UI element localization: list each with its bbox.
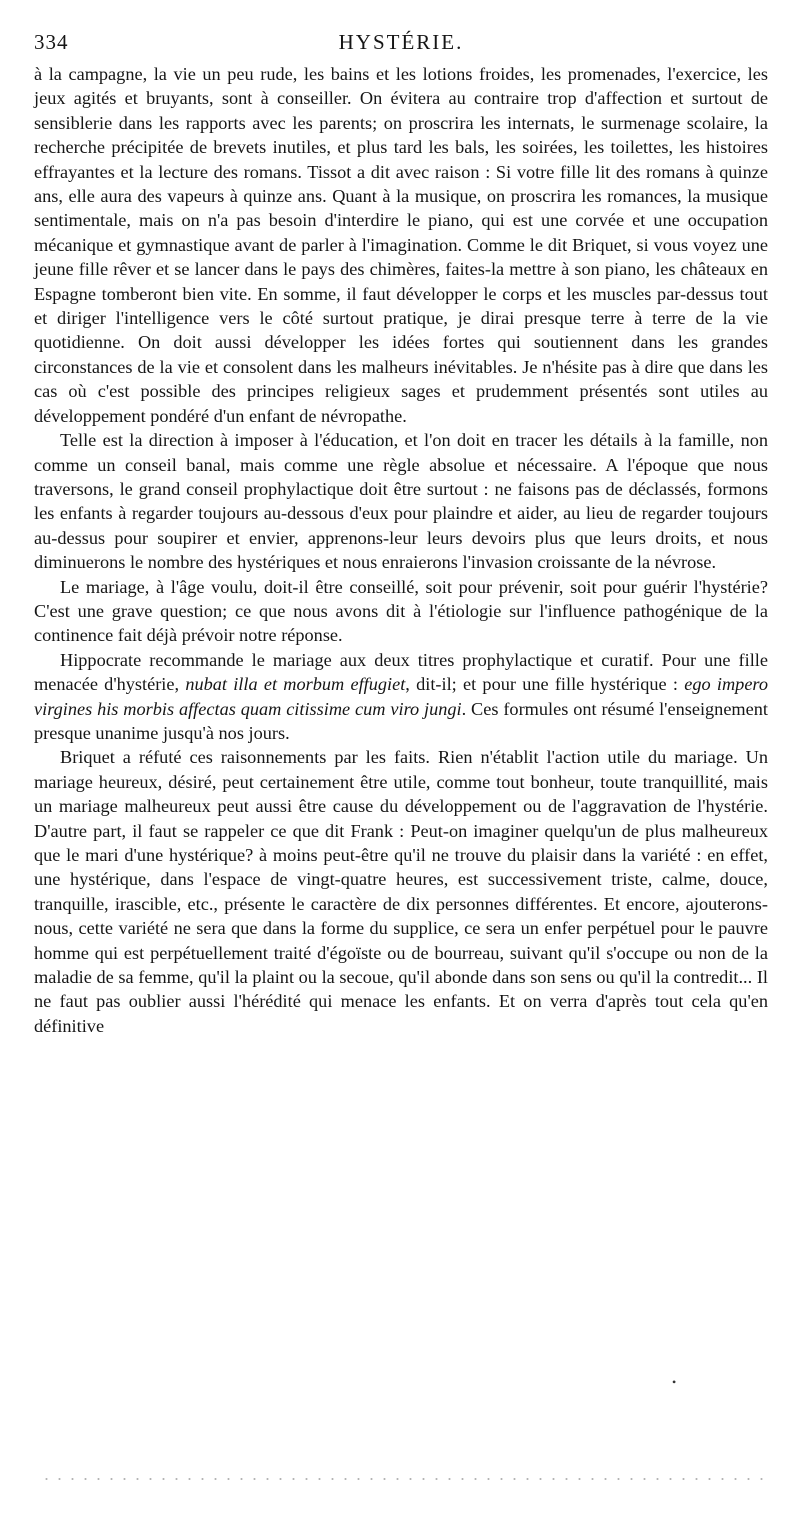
latin-quote-ego-impero: ego impero virgines his morbis affectas quam citissime cum viro jungi (34, 674, 769, 719)
stray-ink-mark: • (672, 1375, 677, 1389)
hippocrate-text-before: Hippocrate recommande le mariage aux deux titres prophylactique et curatif. Pour une fille menacée d'hystérie, (34, 649, 768, 695)
paragraph-hippocrate (34, 648, 768, 746)
page-number: 334 (34, 30, 69, 54)
paragraph-mariage-question: Le mariage, à l'âge voulu, doit-il être conseillé, soit pour prévenir, soit pour guérir l'hystérie? C'est une grave question; ce que nous avons dit à l'étiologie sur l'influence pathogénique de la continence fait déjà prévoir notre réponse. (34, 576, 768, 646)
paragraph-briquet: Briquet a réfuté ces raisonnements par les faits. Rien n'établit l'action utile du mariage. Un mariage heureux, désiré, peut certainement être utile, comme tout bonheur, toute tranquillité, mais un mariage malheureux peut aussi être cause du développement ou de l'aggravation de l'hystérie. D'autre part, il faut se rappeler ce que dit Frank : Peut-on imaginer quelqu'un de plus malheureux que le mari d'une hystérique? à moins peut-être qu'il ne trouve du plaisir dans la variété : en effet, une hystérique, dans l'espace de vingt-quatre heures, est successivement triste, calme, douce, tranquille, irascible, etc., présente le caractère de dix personnes différentes. Et encore, ajouterons-nous, cette variété ne sera que dans la forme du supplice, ce sera un enfer perpétuel pour le pauvre homme qui est perpétuellement traité d'égoïste ou de bourreau, suivant qu'il s'occupe ou non de la maladie de sa femme, qu'il la plaint ou la secoue, qu'il abonde dans son sens ou qu'il la contredit... Il ne faut pas oublier aussi l'hérédité qui menace les enfants. Et on verra d'après tout cela qu'en définitive (34, 747, 768, 1036)
paragraph-education: Telle est la direction à imposer à l'éducation, et l'on doit en tracer les détails à la famille, non comme un conseil banal, mais comme une règle absolue et nécessaire. A l'époque que nous traversons, le grand conseil prophylactique doit être surtout : ne faisons pas de déclassés, formons les enfants à regarder toujours au-dessous d'eux pour plaindre et aider, au lieu de regarder toujours au-dessus pour soupirer et envier, apprenons-leur leurs devoirs plus que leurs droits, et nous diminuerons le nombre des hystériques et nous enraierons l'invasion croissante de la névrose. (34, 430, 768, 573)
latin-quote-nubat: nubat illa et morbum effugiet (185, 674, 406, 695)
body-text (34, 62, 768, 1038)
scan-noise-dots (40, 1477, 765, 1481)
book-page (34, 26, 768, 1038)
running-title: HYSTÉRIE. (338, 30, 464, 54)
paragraph-continuation: à la campagne, la vie un peu rude, les bains et les lotions froides, les promenades, l'exercice, les jeux agités et bruyants, sont à conseiller. On évitera au contraire trop d'affection et surtout de sensiblerie dans les rapports avec les parents; on proscrira les internats, le surmenage scolaire, la recherche précipitée de brevets inutiles, et plus tard les bals, les soirées, les toilettes, les histoires effrayantes et la lecture des romans. Tissot a dit avec raison : Si votre fille lit des romans à quinze ans, elle aura des vapeurs à quinze ans. Quant à la musique, on proscrira les romances, la musique sentimentale, mais on n'a pas besoin d'interdire le piano, qui est une corvée et une occupation mécanique et gymnastique avant de parler à l'imagination. Comme le dit Briquet, si vous voyez une jeune fille rêver et se lancer dans le pays des chimères, faites-la mettre à son piano, les châteaux en Espagne tomberont bien vite. En somme, il faut développer le corps et les muscles par-dessus tout et diriger l'intelligence vers le côté surtout pratique, je dirai presque terre à terre de la vie quotidienne. On doit aussi développer les idées fortes qui soutiennent dans les grandes circonstances de la vie et consolent dans les malheurs inévitables. Je n'hésite pas à dire que dans les cas où c'est possible des principes religieux sages et prudemment présentés sont utiles au développement pondéré d'un enfant de névropathe. (34, 64, 768, 426)
page-header (34, 26, 768, 62)
hippocrate-text-after: . Ces formules ont résumé l'enseignement presque unanime jusqu'à nos jours. (34, 698, 768, 743)
hippocrate-text-middle: , dit-il; et pour une fille hystérique : (405, 674, 685, 695)
